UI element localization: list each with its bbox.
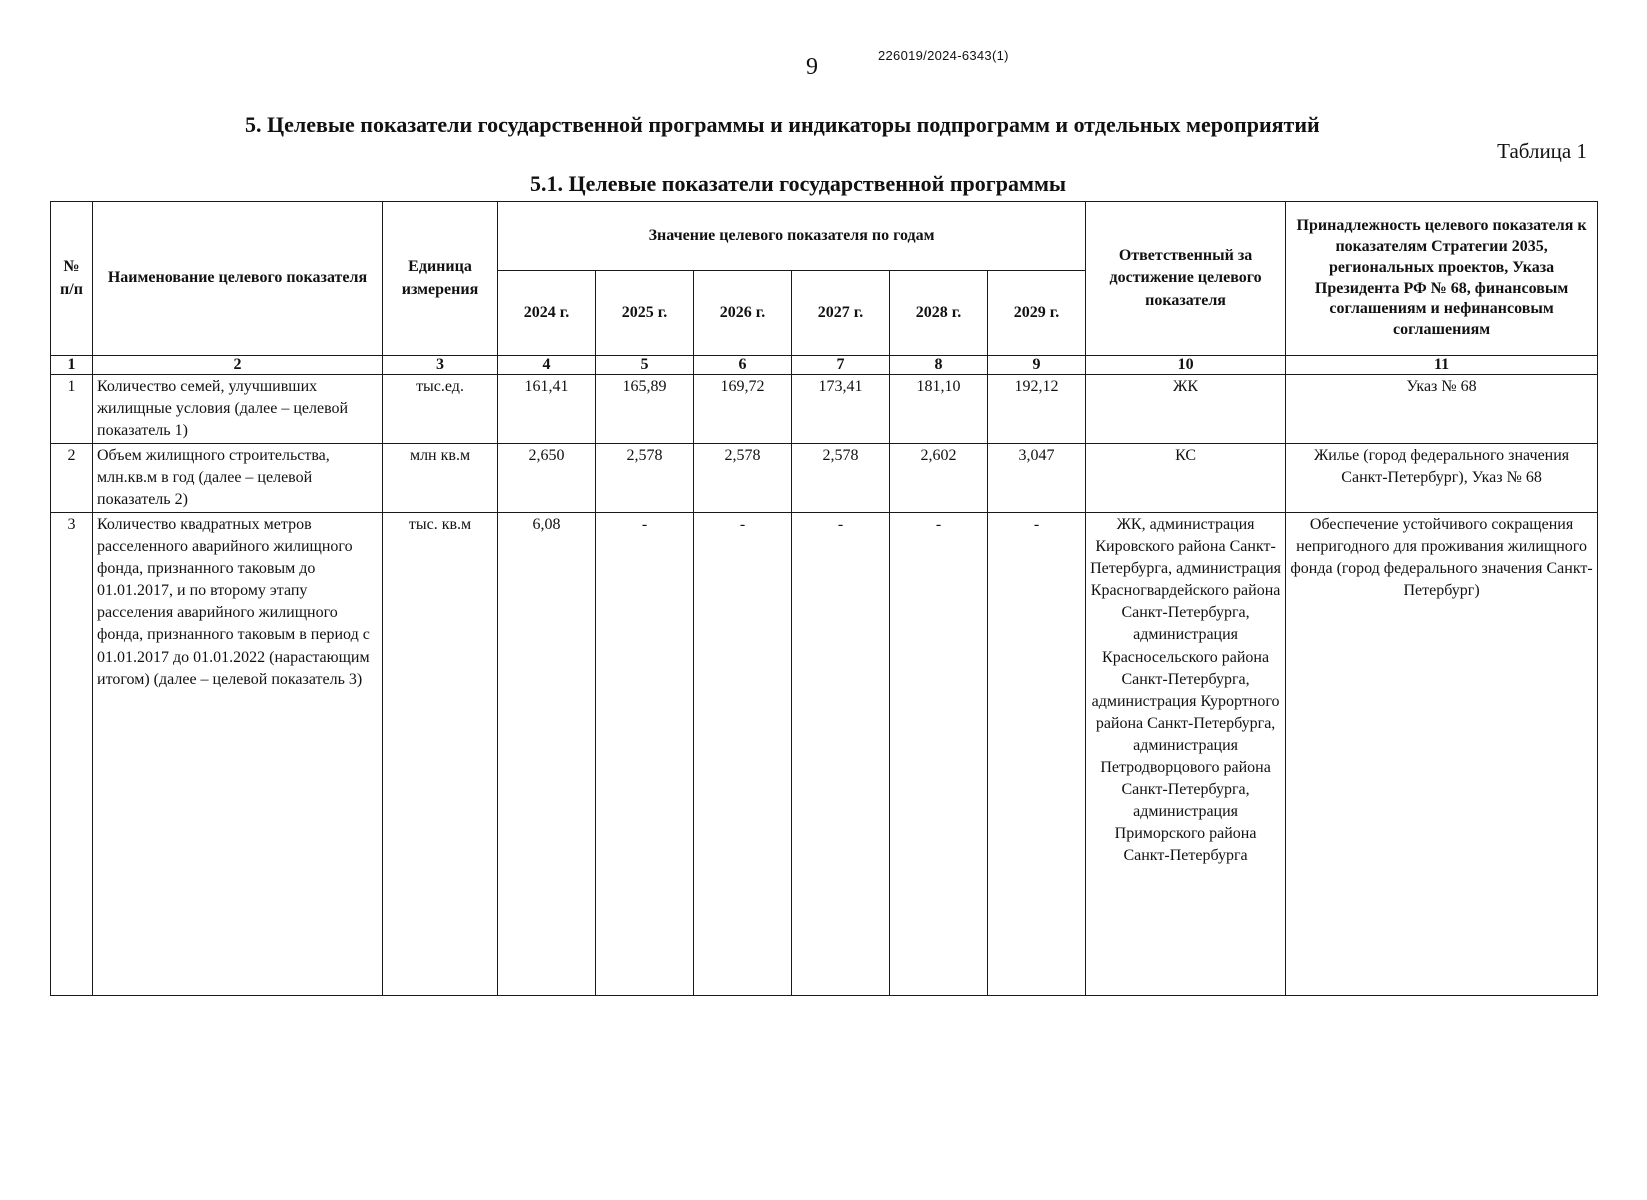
header-responsible: Ответственный за достижение целевого показателя (1086, 202, 1286, 356)
value-2027: - (792, 513, 890, 996)
value-2027: 2,578 (792, 443, 890, 512)
indicator-unit: млн кв.м (383, 443, 498, 512)
value-2028: - (890, 513, 988, 996)
value-2024: 6,08 (498, 513, 596, 996)
indicator-name: Объем жилищного строительства, млн.кв.м в год (далее – целевой показатель 2) (93, 443, 383, 512)
header-values-group: Значение целевого показателя по годам (498, 202, 1086, 271)
value-2028: 2,602 (890, 443, 988, 512)
belonging: Жилье (город федерального значения Санкт-Петербург), Указ № 68 (1286, 443, 1598, 512)
value-2027: 173,41 (792, 374, 890, 443)
column-number: 10 (1086, 356, 1286, 375)
row-num: 2 (51, 443, 93, 512)
column-number: 7 (792, 356, 890, 375)
value-2025: - (596, 513, 694, 996)
header-unit: Единица измерения (383, 202, 498, 356)
section-title: 5. Целевые показатели государственной программы и индикаторы подпрограмм и отдельных мероприятий (245, 112, 1320, 137)
column-number: 6 (694, 356, 792, 375)
header-year-2028: 2028 г. (890, 271, 988, 356)
indicator-name: Количество квадратных метров расселенного аварийного жилищного фонда, признанного таковым до 01.01.2017, и по второму этапу расселения аварийного жилищного фонда, признанного таковым в период с 01.01.2017 до 01.01.2022 (нарастающим итогом) (далее – целевой показатель 3) (93, 513, 383, 996)
table-caption: Таблица 1 (1497, 139, 1587, 163)
indicator-unit: тыс.ед. (383, 374, 498, 443)
column-number: 8 (890, 356, 988, 375)
column-number: 2 (93, 356, 383, 375)
header-year-2026: 2026 г. (694, 271, 792, 356)
responsible: ЖК, администрация Кировского района Санкт-Петербурга, администрация Красногвардейского района Санкт-Петербурга, администрация Красносельского района Санкт-Петербурга, администрация Курортного района Санкт-Петербурга, администрация Петродворцового района Санкт-Петербурга, администрация Приморского района Санкт-Петербурга (1086, 513, 1286, 996)
value-2029: 3,047 (988, 443, 1086, 512)
column-number: 4 (498, 356, 596, 375)
value-2024: 161,41 (498, 374, 596, 443)
responsible: ЖК (1086, 374, 1286, 443)
column-number: 5 (596, 356, 694, 375)
header-year-2024: 2024 г. (498, 271, 596, 356)
subsection-title: 5.1. Целевые показатели государственной программы (530, 171, 1067, 196)
value-2025: 2,578 (596, 443, 694, 512)
value-2028: 181,10 (890, 374, 988, 443)
row-num: 3 (51, 513, 93, 996)
header-row-top (51, 202, 1598, 271)
column-numbers-row (51, 356, 1598, 375)
value-2029: 192,12 (988, 374, 1086, 443)
indicator-name: Количество семей, улучшивших жилищные условия (далее – целевой показатель 1) (93, 374, 383, 443)
belonging: Указ № 68 (1286, 374, 1598, 443)
responsible: КС (1086, 443, 1286, 512)
header-year-2029: 2029 г. (988, 271, 1086, 356)
table-row (51, 374, 1598, 443)
target-indicators-table (50, 201, 1598, 996)
header-belonging: Принадлежность целевого показателя к показателям Стратегии 2035, региональных проектов, Указа Президента РФ № 68, финансовым соглашениям и нефинансовым соглашениям (1286, 202, 1598, 356)
value-2026: 169,72 (694, 374, 792, 443)
belonging: Обеспечение устойчивого сокращения непригодного для проживания жилищного фонда (город федерального значения Санкт-Петербург) (1286, 513, 1598, 996)
document-registration-number: 226019/2024-6343(1) (878, 48, 1009, 63)
column-number: 9 (988, 356, 1086, 375)
column-number: 11 (1286, 356, 1598, 375)
header-num: № п/п (51, 202, 93, 356)
column-number: 3 (383, 356, 498, 375)
header-year-2025: 2025 г. (596, 271, 694, 356)
value-2026: 2,578 (694, 443, 792, 512)
value-2025: 165,89 (596, 374, 694, 443)
row-num: 1 (51, 374, 93, 443)
value-2026: - (694, 513, 792, 996)
value-2029: - (988, 513, 1086, 996)
page-number: 9 (806, 54, 818, 80)
indicator-unit: тыс. кв.м (383, 513, 498, 996)
column-number: 1 (51, 356, 93, 375)
table-row (51, 443, 1598, 512)
header-year-2027: 2027 г. (792, 271, 890, 356)
header-name: Наименование целевого показателя (93, 202, 383, 356)
table-row (51, 513, 1598, 996)
value-2024: 2,650 (498, 443, 596, 512)
